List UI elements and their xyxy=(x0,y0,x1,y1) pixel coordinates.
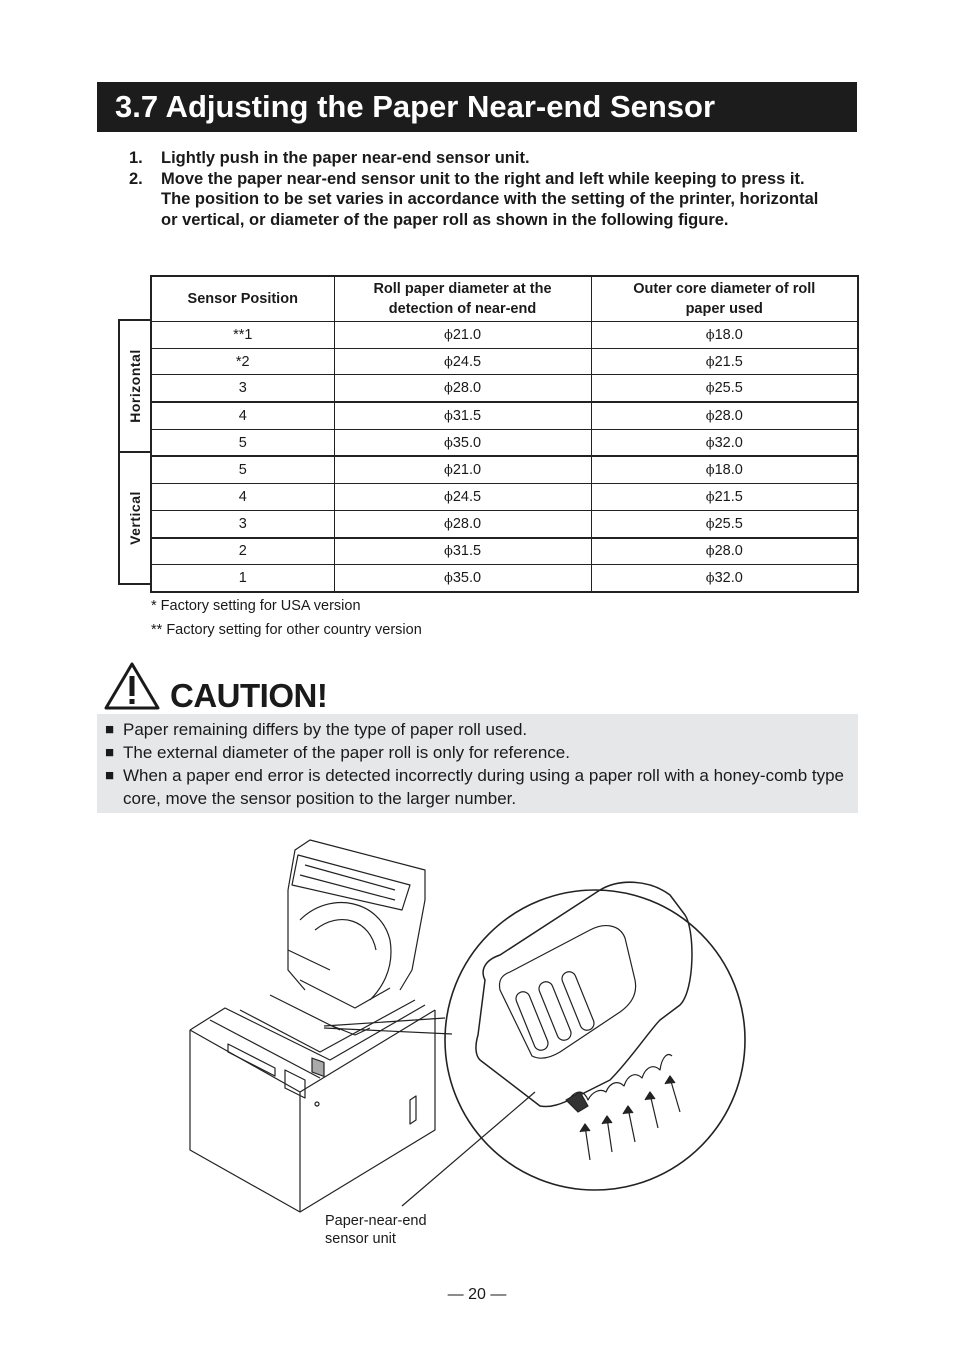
roll-diameter-cell: ϕ35.0 xyxy=(334,429,591,456)
sensor-position-cell: 5 xyxy=(151,456,334,483)
step-text: Move the paper near-end sensor unit to the right and left while keeping to press it. The position to be set varies in accordance with the setting of the printer, horizontal or vertical, or diameter of the paper roll as shown in the following figure. xyxy=(161,169,819,230)
table-row xyxy=(151,565,858,592)
step-number: 2. xyxy=(129,169,143,188)
phi-symbol: ϕ xyxy=(705,544,715,560)
phi-symbol: ϕ xyxy=(443,463,453,479)
core-diameter-cell: ϕ28.0 xyxy=(591,538,858,565)
core-diameter-cell: ϕ18.0 xyxy=(591,322,858,349)
printer-sensor-illustration xyxy=(180,830,760,1220)
core-diameter-cell: ϕ25.5 xyxy=(591,510,858,537)
phi-symbol: ϕ xyxy=(705,354,715,370)
sensor-position-cell: 1 xyxy=(151,565,334,592)
group-label-horizontal: Horizontal xyxy=(118,319,150,453)
table-row xyxy=(151,456,858,483)
core-diameter-cell: ϕ28.0 xyxy=(591,402,858,429)
phi-symbol: ϕ xyxy=(705,571,715,587)
caution-heading: CAUTION! xyxy=(170,677,328,714)
header-sensor-position: Sensor Position xyxy=(151,276,334,322)
core-diameter-cell: ϕ25.5 xyxy=(591,375,858,402)
core-diameter-cell: ϕ18.0 xyxy=(591,456,858,483)
caution-item: ■ The external diameter of the paper roll is only for reference. xyxy=(105,743,570,762)
bullet-icon: ■ xyxy=(105,744,115,761)
roll-diameter-cell: ϕ31.5 xyxy=(334,402,591,429)
phi-symbol: ϕ xyxy=(705,327,715,343)
roll-diameter-cell: ϕ24.5 xyxy=(334,348,591,375)
table-row xyxy=(151,484,858,511)
sensor-position-cell: 5 xyxy=(151,429,334,456)
sensor-position-cell: 2 xyxy=(151,538,334,565)
roll-diameter-cell: ϕ28.0 xyxy=(334,375,591,402)
table-row xyxy=(151,402,858,429)
footnote-other: ** Factory setting for other country version xyxy=(151,622,422,638)
footnote-usa: * Factory setting for USA version xyxy=(151,598,361,614)
phi-symbol: ϕ xyxy=(705,381,715,397)
phi-symbol: ϕ xyxy=(443,571,453,587)
header-core-diameter: Outer core diameter of roll paper used xyxy=(591,276,858,322)
core-diameter-cell: ϕ21.5 xyxy=(591,348,858,375)
section-title: 3.7 Adjusting the Paper Near-end Sensor xyxy=(97,82,857,132)
sensor-position-cell: **1 xyxy=(151,322,334,349)
table-row xyxy=(151,510,858,537)
table-header-row xyxy=(151,276,858,322)
roll-diameter-cell: ϕ35.0 xyxy=(334,565,591,592)
phi-symbol: ϕ xyxy=(705,489,715,505)
phi-symbol: ϕ xyxy=(705,435,715,451)
phi-symbol: ϕ xyxy=(443,354,453,370)
phi-symbol: ϕ xyxy=(443,489,453,505)
roll-diameter-cell: ϕ21.0 xyxy=(334,322,591,349)
phi-symbol: ϕ xyxy=(705,463,715,479)
group-label-vertical: Vertical xyxy=(118,451,150,585)
core-diameter-cell: ϕ21.5 xyxy=(591,484,858,511)
roll-diameter-cell: ϕ21.0 xyxy=(334,456,591,483)
phi-symbol: ϕ xyxy=(705,408,715,424)
page-number: — 20 — xyxy=(447,1286,507,1303)
step-text: Lightly push in the paper near-end sensor unit. xyxy=(161,149,530,167)
phi-symbol: ϕ xyxy=(443,381,453,397)
sensor-position-cell: 4 xyxy=(151,484,334,511)
phi-symbol: ϕ xyxy=(705,516,715,532)
table-row xyxy=(151,429,858,456)
roll-diameter-cell: ϕ31.5 xyxy=(334,538,591,565)
phi-symbol: ϕ xyxy=(443,544,453,560)
bullet-icon: ■ xyxy=(105,721,115,738)
sensor-position-cell: *2 xyxy=(151,348,334,375)
phi-symbol: ϕ xyxy=(443,327,453,343)
phi-symbol: ϕ xyxy=(443,516,453,532)
caution-item: ■ When a paper end error is detected incorrectly during using a paper roll with a honey-comb type core, move the sensor position to the larger number. xyxy=(105,766,844,808)
step-item xyxy=(129,148,829,169)
sensor-unit-label: Paper-near-end sensor unit xyxy=(325,1213,427,1247)
step-item xyxy=(129,169,829,231)
core-diameter-cell: ϕ32.0 xyxy=(591,565,858,592)
sensor-position-cell: 4 xyxy=(151,402,334,429)
warning-triangle-icon xyxy=(104,660,164,712)
caution-item: ■ Paper remaining differs by the type of paper roll used. xyxy=(105,720,528,739)
sensor-position-cell: 3 xyxy=(151,375,334,402)
header-roll-diameter: Roll paper diameter at the detection of near-end xyxy=(334,276,591,322)
table-row xyxy=(151,322,858,349)
step-number: 1. xyxy=(129,149,143,167)
core-diameter-cell: ϕ32.0 xyxy=(591,429,858,456)
bullet-icon: ■ xyxy=(105,767,115,784)
sensor-position-cell: 3 xyxy=(151,510,334,537)
table-row xyxy=(151,375,858,402)
caution-box xyxy=(97,714,858,813)
roll-diameter-cell: ϕ28.0 xyxy=(334,510,591,537)
sensor-position-table xyxy=(150,275,859,593)
table-row xyxy=(151,538,858,565)
phi-symbol: ϕ xyxy=(443,435,453,451)
step-list xyxy=(129,148,829,231)
table-row xyxy=(151,348,858,375)
printer-body xyxy=(190,1010,435,1212)
roll-diameter-cell: ϕ24.5 xyxy=(334,484,591,511)
phi-symbol: ϕ xyxy=(443,408,453,424)
